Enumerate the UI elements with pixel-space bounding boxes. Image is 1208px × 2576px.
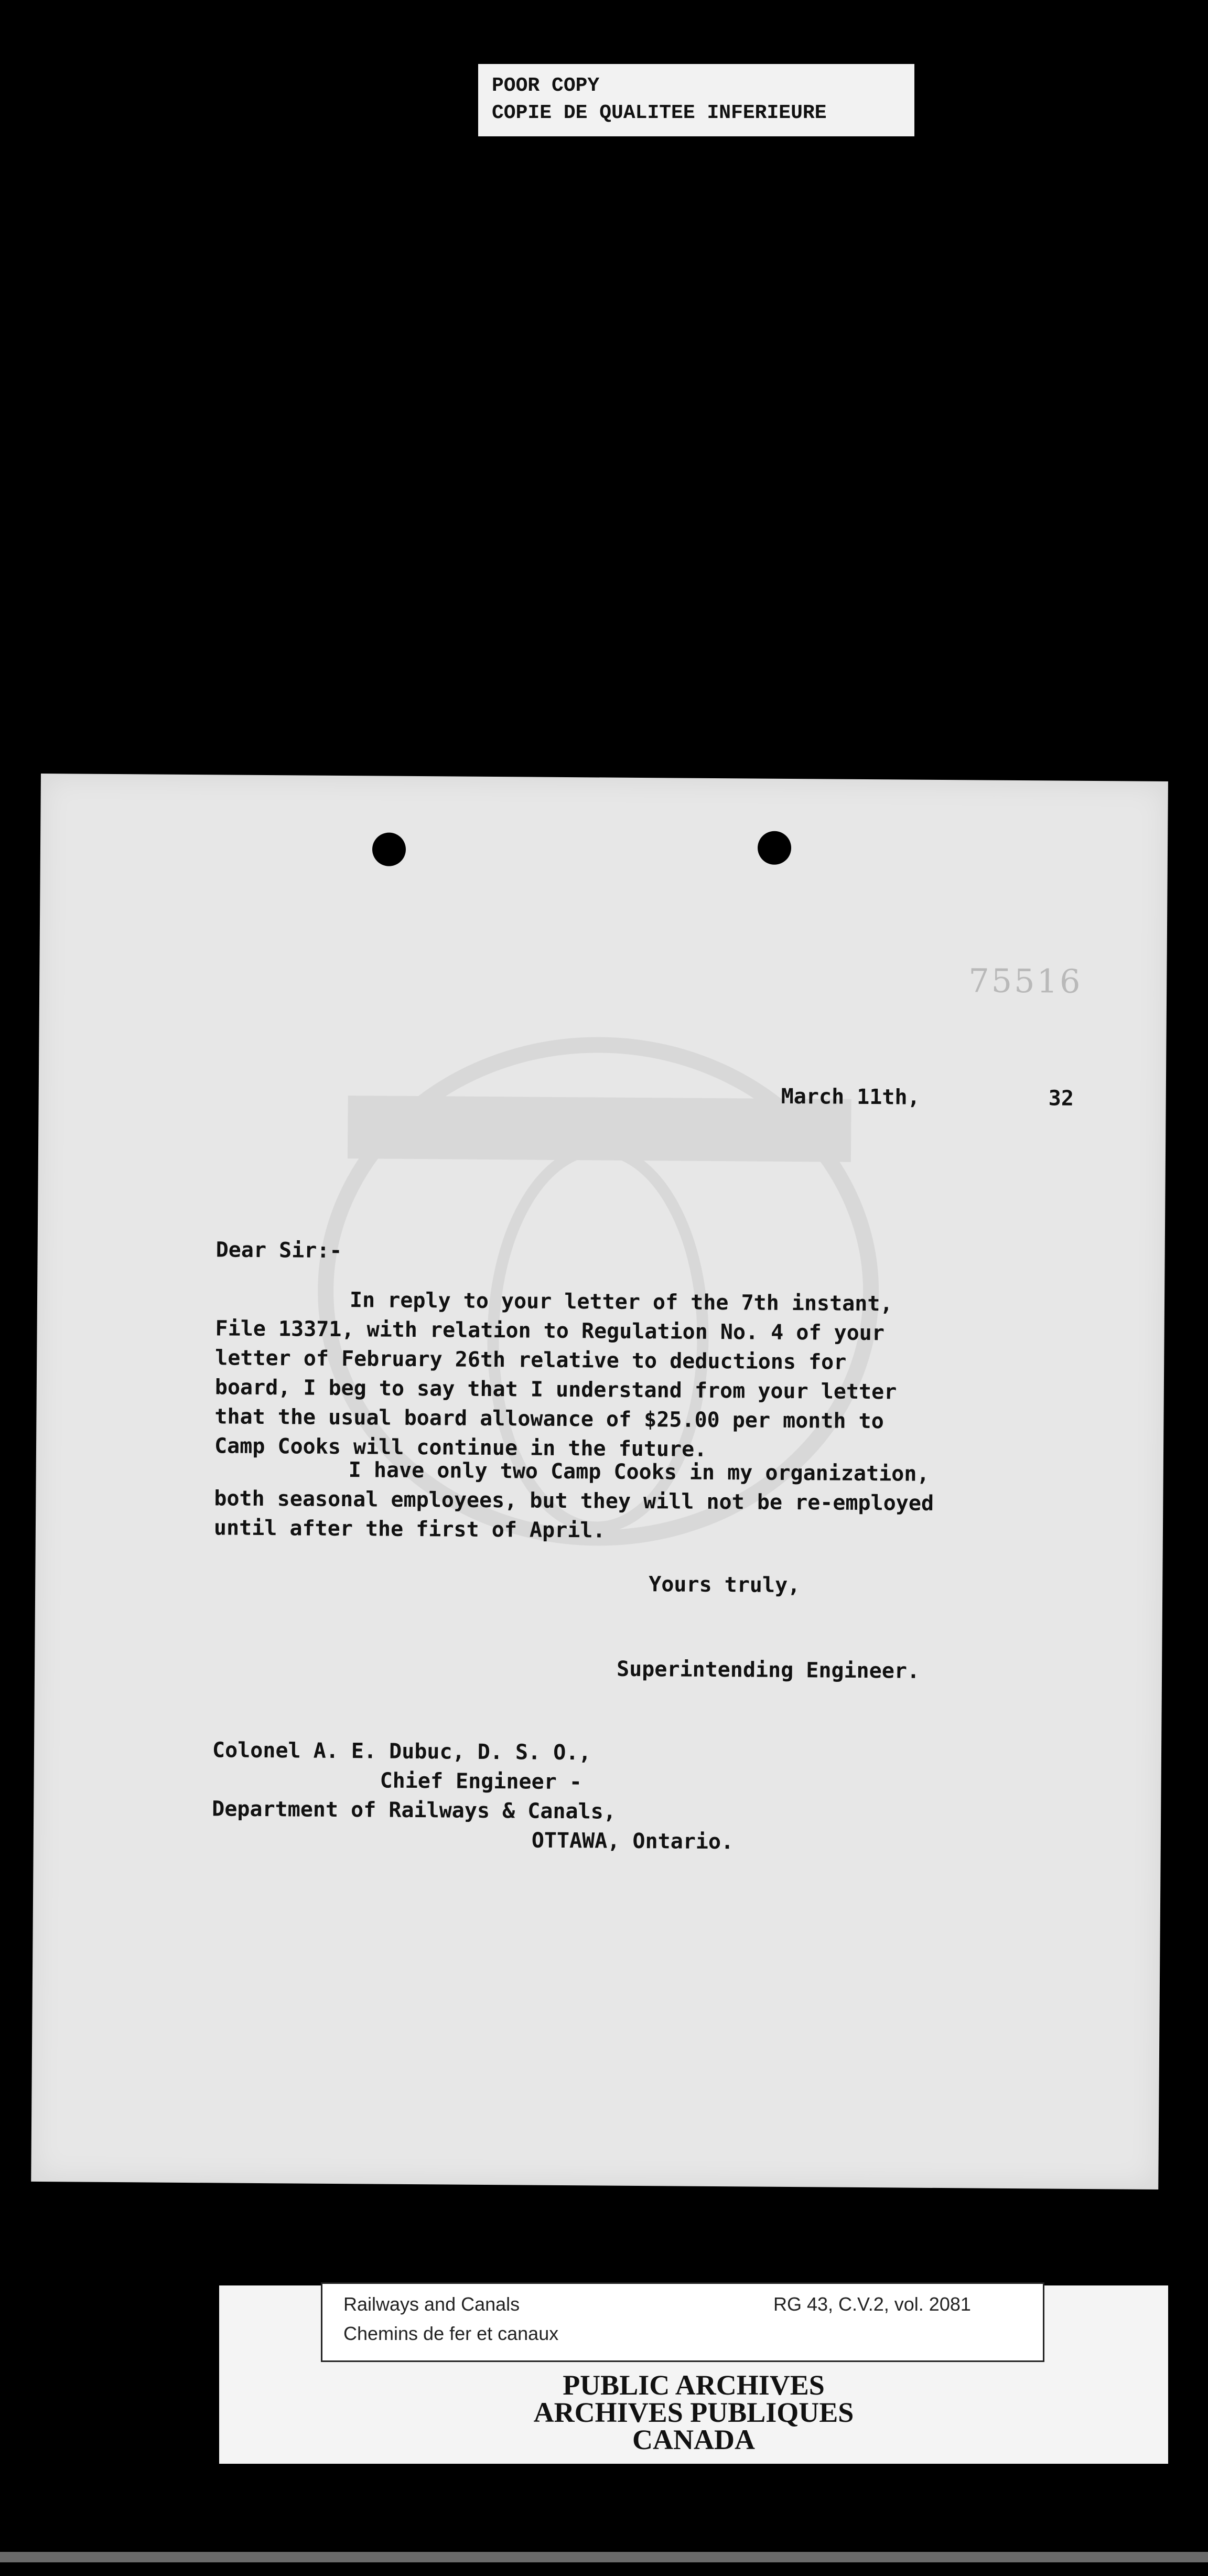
film-edge-strip [0,2552,1208,2562]
institution-line-country: CANADA [632,2424,755,2455]
paragraph-line: board, I beg to say that I understand from your letter [214,1375,897,1404]
paragraph-line: Camp Cooks will continue in the future. [214,1434,707,1462]
signature-title: Superintending Engineer. [616,1657,920,1683]
punch-hole-left [372,832,406,866]
archive-reference-tab [321,2282,1044,2362]
poor-copy-stamp [478,64,914,136]
recipient-name: Colonel A. E. Dubuc, D. S. O., [212,1738,591,1765]
stamp-line-english: POOR COPY [492,74,600,97]
letter-sheet [31,774,1168,2189]
closing: Yours truly, [649,1572,801,1598]
recipient-location: OTTAWA, Ontario. [531,1828,734,1854]
paragraph-line: I have only two Camp Cooks in my organization, [348,1458,930,1486]
recipient-department: Department of Railways & Canals, [212,1797,616,1824]
file-number-stamp: 75516 [968,961,1083,1001]
fonds-english: Railways and Canals [343,2293,520,2315]
paragraph-line: letter of February 26th relative to deductions for [215,1346,847,1375]
paragraph-line: both seasonal employees, but they will not be re-employed [214,1486,934,1516]
punch-hole-right [758,831,791,865]
paragraph-2 [214,1454,1106,1549]
paragraph-line: File 13371, with relation to Regulation No. 4 of your [215,1316,885,1346]
paragraph-line: until after the first of April. [213,1516,606,1543]
paragraph-1 [214,1284,1107,1467]
institution-line-french: ARCHIVES PUBLIQUES [533,2397,854,2428]
stamp-line-french: COPIE DE QUALITEE INFERIEURE [492,102,827,124]
paragraph-line: In reply to your letter of the 7th instant, [349,1288,893,1316]
archive-reference: RG 43, C.V.2, vol. 2081 [773,2293,971,2315]
paragraph-line: that the usual board allowance of $25.00 per month to [214,1404,884,1434]
institution-line-english: PUBLIC ARCHIVES [563,2369,825,2401]
fonds-french: Chemins de fer et canaux [343,2323,559,2344]
letter-date: March 11th, [781,1084,920,1110]
archive-institution [219,2371,1168,2453]
letter-year: 32 [1048,1086,1074,1111]
recipient-title: Chief Engineer - [380,1768,583,1795]
salutation: Dear Sir:- [215,1238,342,1263]
